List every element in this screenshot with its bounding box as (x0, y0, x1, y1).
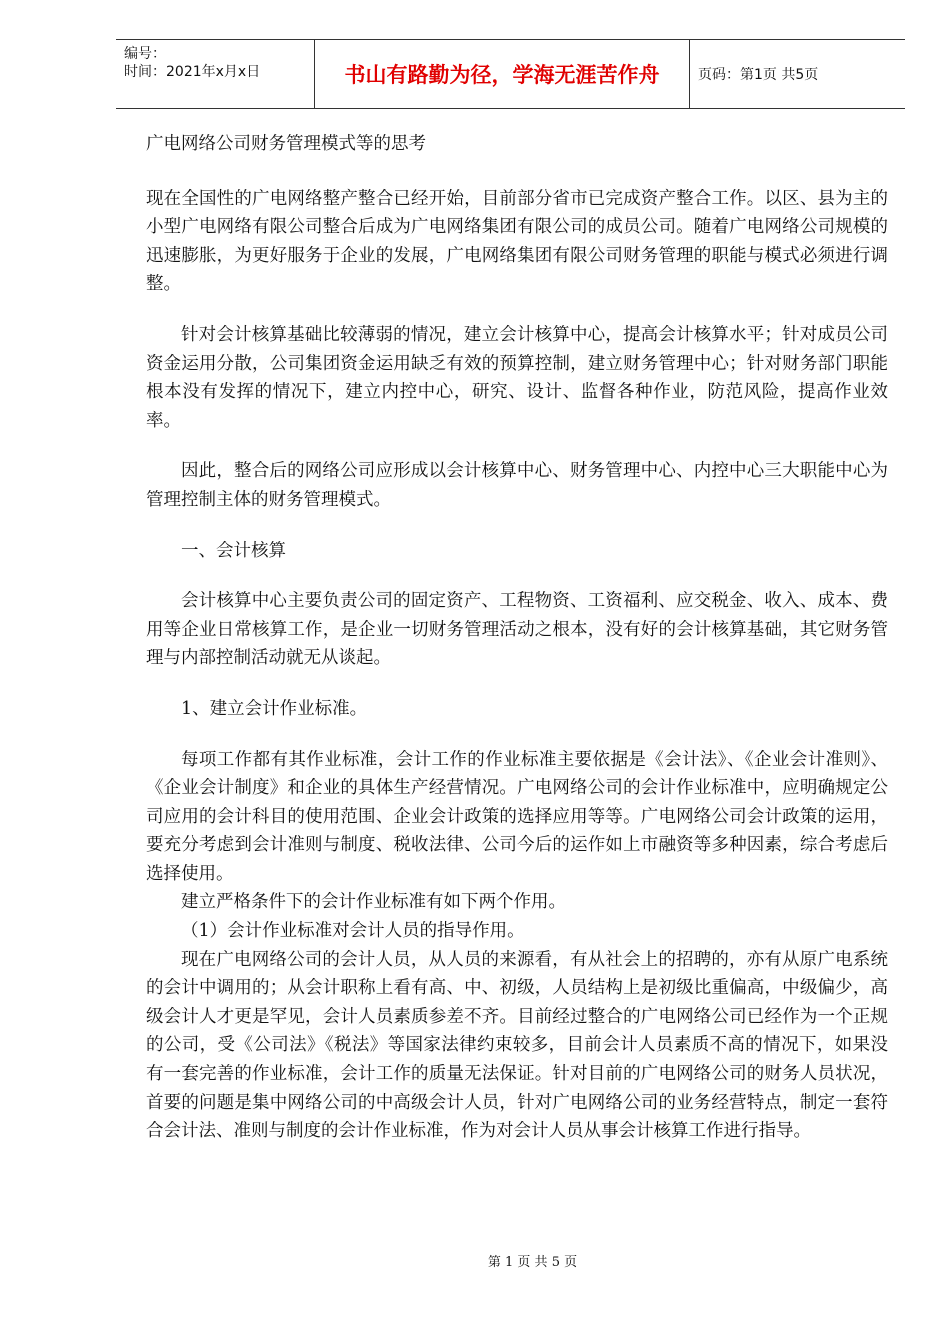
page-footer: 第 1 页 共 5 页 (487, 1255, 578, 1270)
subheading-standards: 1、建立会计作业标准。 (181, 698, 368, 719)
section-heading-accounting: 一、会计核算 (181, 540, 286, 561)
paragraph-conclusion: 因此，整合后的网络公司应形成以会计核算中心、财务管理中心、内控中心三大职能中心为管理控制主体的财务管理模式。 (146, 461, 888, 510)
header-meta-cell (116, 40, 315, 108)
document-body (146, 130, 888, 1146)
document-title: 广电网络公司财务管理模式等的思考 (146, 134, 426, 154)
paragraph-personnel: 现在广电网络公司的会计人员，从人员的来源看，有从社会上的招聘的，亦有从原广电系统的会计中调用的；从会计职称上看有高、中、初级，人员结构上是初级比重偏高，中级偏少，高级会计人才更是罕见，会计人员素质参差不齐。目前经过整合的广电网络公司已经作为一个正规的公司，受《公司法》《税法》等国家法律约束较多，目前会计人员素质不高的情况下，如果没有一套完善的作业标准，会计工作的质量无法保证。针对目前的广电网络公司的财务人员状况，首要的问题是集中网络公司的中高级会计人员，针对广电网络公司的业务经营特点，制定一套符合会计法、准则与制度的会计作业标准，作为对会计人员从事会计核算工作进行指导。 (146, 949, 888, 1142)
document-number-label: 编号： (124, 46, 166, 62)
document-time-label: 时间：2021年x月x日 (124, 64, 261, 80)
subheading-role-1: （1）会计作业标准对会计人员的指导作用。 (181, 921, 525, 942)
header-page-info: 页码：第1页 共5页 (698, 67, 819, 83)
paragraph-standards: 每项工作都有其作业标准，会计工作的作业标准主要依据是《会计法》、《企业会计准则》、《企业会计制度》和企业的具体生产经营情况。广电网络公司的会计作业标准中，应明确规定公司应用的会计科目的使用范围、企业会计政策的选择应用等等。广电网络公司会计政策的运用，要充分考虑到会计准则与制度、税收法律、公司今后的运作如上市融资等多种因素，综合考虑后选择使用。 (146, 749, 888, 884)
paragraph-centers: 针对会计核算基础比较薄弱的情况，建立会计核算中心，提高会计核算水平；针对成员公司资金运用分散，公司集团资金运用缺乏有效的预算控制，建立财务管理中心；针对财务部门职能根本没有发挥的情况下，建立内控中心，研究、设计、监督各种作业，防范风险，提高作业效率。 (146, 324, 888, 431)
paragraph-intro: 现在全国性的广电网络整产整合已经开始，目前部分省市已完成资产整合工作。以区、县为主的小型广电网络有限公司整合后成为广电网络集团有限公司的成员公司。随着广电网络公司规模的迅速膨胀，为更好服务于企业的发展，广电网络集团有限公司财务管理的职能与模式必须进行调整。 (146, 188, 888, 295)
paragraph-two-roles: 建立严格条件下的会计作业标准有如下两个作用。 (181, 892, 566, 913)
paragraph-accounting-center: 会计核算中心主要负责公司的固定资产、工程物资、工资福利、应交税金、收入、成本、费用等企业日常核算工作，是企业一切财务管理活动之根本，没有好的会计核算基础，其它财务管理与内部控制活动就无从谈起。 (146, 591, 888, 669)
document-header (116, 39, 905, 109)
header-motto: 书山有路勤为径，学海无涯苦作舟 (315, 40, 690, 108)
